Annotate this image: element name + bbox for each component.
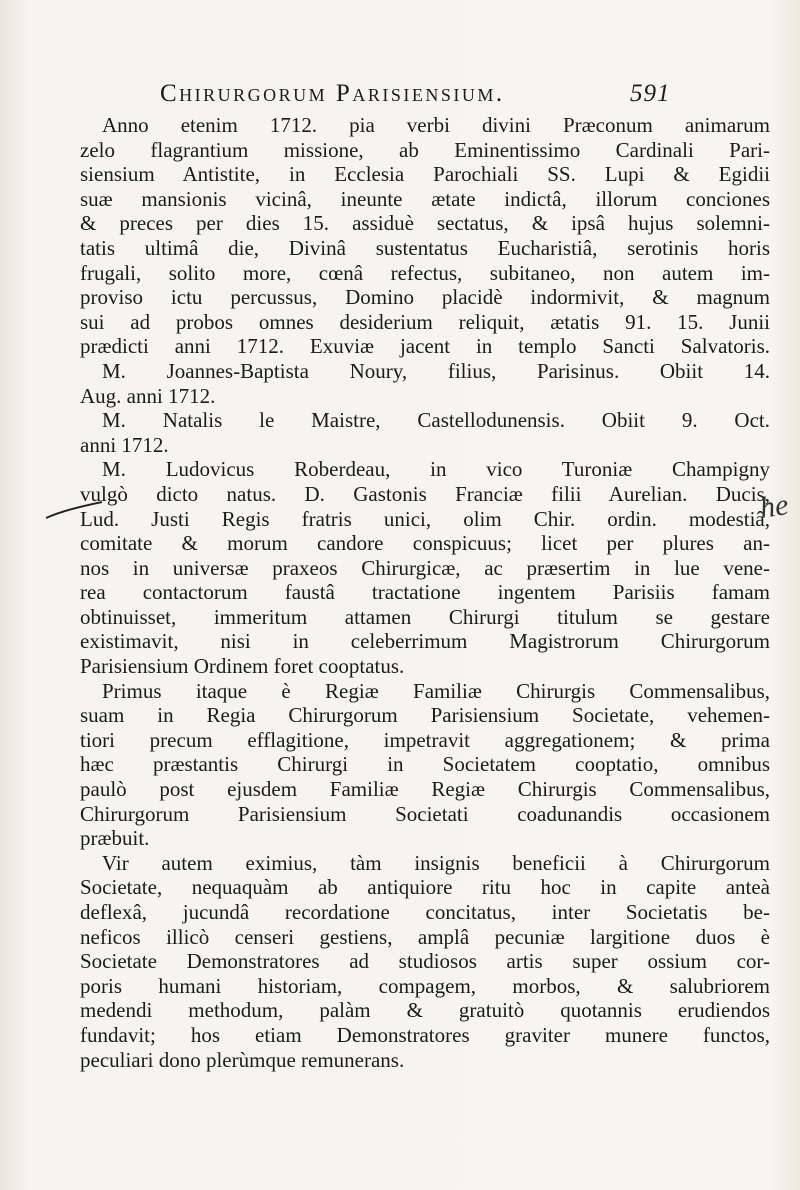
text-line: Vir autem eximius, tàm insignis beneficii à Chirurgorum: [102, 850, 770, 875]
handwritten-bracket-mark: [44, 492, 104, 522]
text-line: M. Ludovicus Roberdeau, in vico Turoniæ Champigny: [102, 457, 770, 482]
text-line: suam in Regia Chirurgorum Parisiensium Societate, vehemen-: [80, 703, 770, 728]
text-line: & preces per dies 15. assiduè sectatus, & ipsâ hujus solemni-: [80, 211, 770, 236]
text-line: existimavit, nisi in celeberrimum Magistrorum Chirurgorum: [80, 629, 770, 654]
text-line: præbuit.: [80, 826, 150, 851]
handwritten-margin-note: he: [757, 488, 791, 525]
text-line: fundavit; hos etiam Demonstratores graviter munere functos,: [80, 1022, 770, 1047]
text-line: sui ad probos omnes desiderium reliquit, ætatis 91. 15. Junii: [80, 309, 770, 334]
paragraph-6: [80, 851, 770, 1072]
text-line: poris humani historiam, compagem, morbos, & salubriorem: [80, 973, 770, 998]
text-line: frugali, solito more, cœnâ refectus, subitaneo, non autem im-: [80, 260, 770, 285]
text-line: Anno etenim 1712. pia verbi divini Præconum animarum: [102, 113, 770, 137]
text-line: anni 1712.: [80, 432, 169, 457]
text-line: medendi methodum, palàm & gratuitò quotannis erudiendos: [80, 998, 770, 1023]
paragraph-4: [80, 457, 770, 678]
text-line: rea contactorum faustâ tractatione ingentem Parisiis famam: [80, 580, 770, 605]
text-line: suæ mansionis vicinâ, ineunte ætate indictâ, illorum conciones: [80, 186, 770, 211]
text-line: zelo flagrantium missione, ab Eminentissimo Cardinali Pari-: [80, 137, 770, 162]
paragraph-5: [80, 679, 770, 851]
text-line: Societate, nequaquàm ab antiquiore ritu hoc in capite anteà: [80, 875, 770, 900]
page-number: 591: [630, 80, 671, 107]
text-line: proviso ictu percussus, Domino placidè indormivit, & magnum: [80, 285, 770, 310]
text-line: prædicti anni 1712. Exuviæ jacent in templo Sancti Salvatoris.: [80, 334, 770, 359]
text-line: hæc præstantis Chirurgi in Societatem cooptatio, omnibus: [80, 752, 770, 777]
text-line: tiori precum efflagitione, impetravit aggregationem; & prima: [80, 727, 770, 752]
page-header: [160, 80, 800, 116]
running-head: Chirurgorum Parisiensium.: [160, 80, 505, 107]
text-line: vulgò dicto natus. D. Gastonis Franciæ filii Aurelian. Ducis,: [80, 481, 770, 506]
text-line: peculiari dono plerùmque remunerans.: [80, 1047, 405, 1072]
text-line: Parisiensium Ordinem foret cooptatus.: [80, 654, 405, 679]
text-line: M. Joannes-Baptista Noury, filius, Parisinus. Obiit 14.: [102, 358, 770, 383]
text-line: paulò post ejusdem Familiæ Regiæ Chirurgis Commensalibus,: [80, 777, 770, 802]
paragraph-3: [80, 408, 770, 457]
text-line: Primus itaque è Regiæ Familiæ Chirurgis Commensalibus,: [102, 678, 770, 703]
body-text: [80, 113, 770, 1072]
text-line: tatis ultimâ die, Divinâ sustentatus Eucharistiâ, serotinis horis: [80, 235, 770, 260]
text-line: Aug. anni 1712.: [80, 383, 216, 408]
text-line: nos in universæ praxeos Chirurgicæ, ac præsertim in lue vene-: [80, 555, 770, 580]
paragraph-2: [80, 359, 770, 408]
text-line: Lud. Justi Regis fratris unici, olim Chir. ordin. modestiâ,: [80, 506, 770, 531]
text-line: Chirurgorum Parisiensium Societati coadunandis occasionem: [80, 801, 770, 826]
text-line: Societate Demonstratores ad studiosos artis super ossium cor-: [80, 949, 770, 974]
paragraph-1: [80, 113, 770, 359]
text-line: obtinuisset, immeritum attamen Chirurgi titulum se gestare: [80, 604, 770, 629]
text-line: siensium Antistite, in Ecclesia Parochiali SS. Lupi & Egidii: [80, 162, 770, 187]
text-line: deflexâ, jucundâ recordatione concitatus, inter Societatis be-: [80, 900, 770, 924]
text-line: neficos illicò censeri gestiens, amplâ pecuniæ largitione duos è: [80, 924, 770, 949]
text-line: M. Natalis le Maistre, Castellodunensis. Obiit 9. Oct.: [102, 408, 770, 433]
text-line: comitate & morum candore conspicuus; licet per plures an-: [80, 531, 770, 556]
